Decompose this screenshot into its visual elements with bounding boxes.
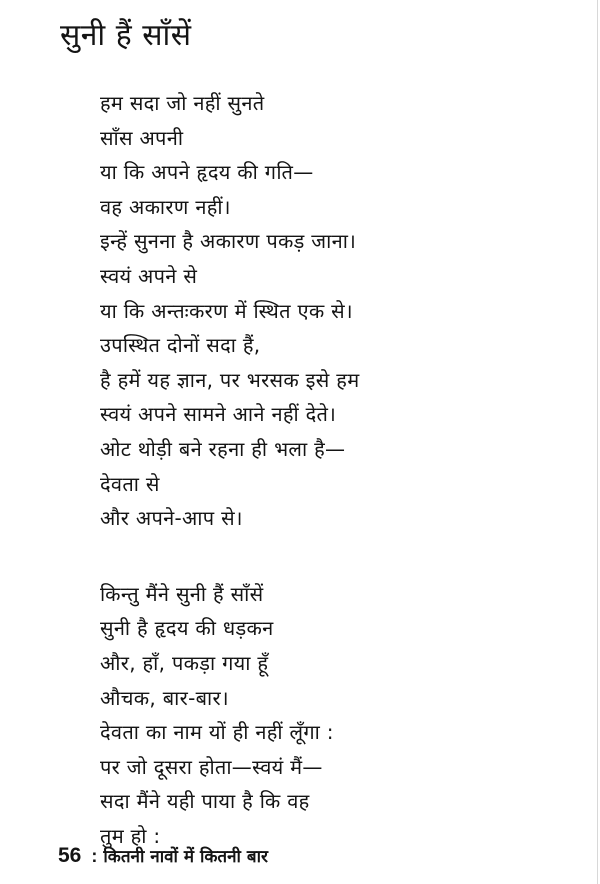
poem-line: तुम हो :: [100, 823, 161, 848]
poem-line: और अपने-आप से।: [100, 506, 243, 531]
poem-line: उपस्थित दोनों सदा हैं,: [100, 333, 261, 358]
stanza-2: [100, 577, 580, 854]
page-number: 56: [58, 844, 82, 867]
poem-line: देवता का नाम यों ही नहीं लूँगा :: [100, 720, 334, 745]
footer-separator: :: [91, 846, 98, 866]
poem-title: सुनी हैं साँसें: [60, 18, 192, 53]
poem-line: स्वयं अपने से: [100, 263, 198, 288]
poem-line: इन्हें सुनना है अकारण पकड़ जाना।: [100, 229, 357, 254]
poem-body: [100, 86, 580, 853]
page-edge-line: [597, 0, 598, 884]
poem-line: हम सदा जो नहीं सुनते: [100, 91, 265, 115]
book-title: कितनी नावों में कितनी बार: [103, 847, 268, 867]
poem-line: है हमें यह ज्ञान, पर भरसक इसे हम: [100, 367, 360, 392]
poem-line: ओट थोड़ी बने रहना ही भला है—: [100, 436, 346, 461]
poem-line: सुनी है हृदय की धड़कन: [100, 616, 274, 641]
poem-line: या कि अन्तःकरण में स्थित एक से।: [100, 298, 353, 323]
poem-line: साँस अपनी: [100, 125, 184, 150]
poem-line: सदा मैंने यही पाया है कि वह: [100, 789, 310, 814]
poem-line: या कि अपने हृदय की गति—: [100, 160, 314, 185]
poem-line: वह अकारण नहीं।: [100, 194, 231, 219]
page-footer: [58, 842, 268, 870]
poem-line: और, हाँ, पकड़ा गया हूँ: [100, 650, 269, 675]
stanza-1: [100, 86, 580, 536]
poem-line: स्वयं अपने सामने आने नहीं देते।: [100, 402, 337, 427]
poem-line: देवता से: [100, 471, 160, 496]
stanza-gap: [100, 536, 580, 577]
poem-line: पर जो दूसरा होता—स्वयं मैं—: [100, 754, 323, 779]
poem-line: किन्तु मैंने सुनी हैं साँसें: [100, 581, 264, 606]
poem-line: औचक, बार-बार।: [100, 685, 229, 710]
